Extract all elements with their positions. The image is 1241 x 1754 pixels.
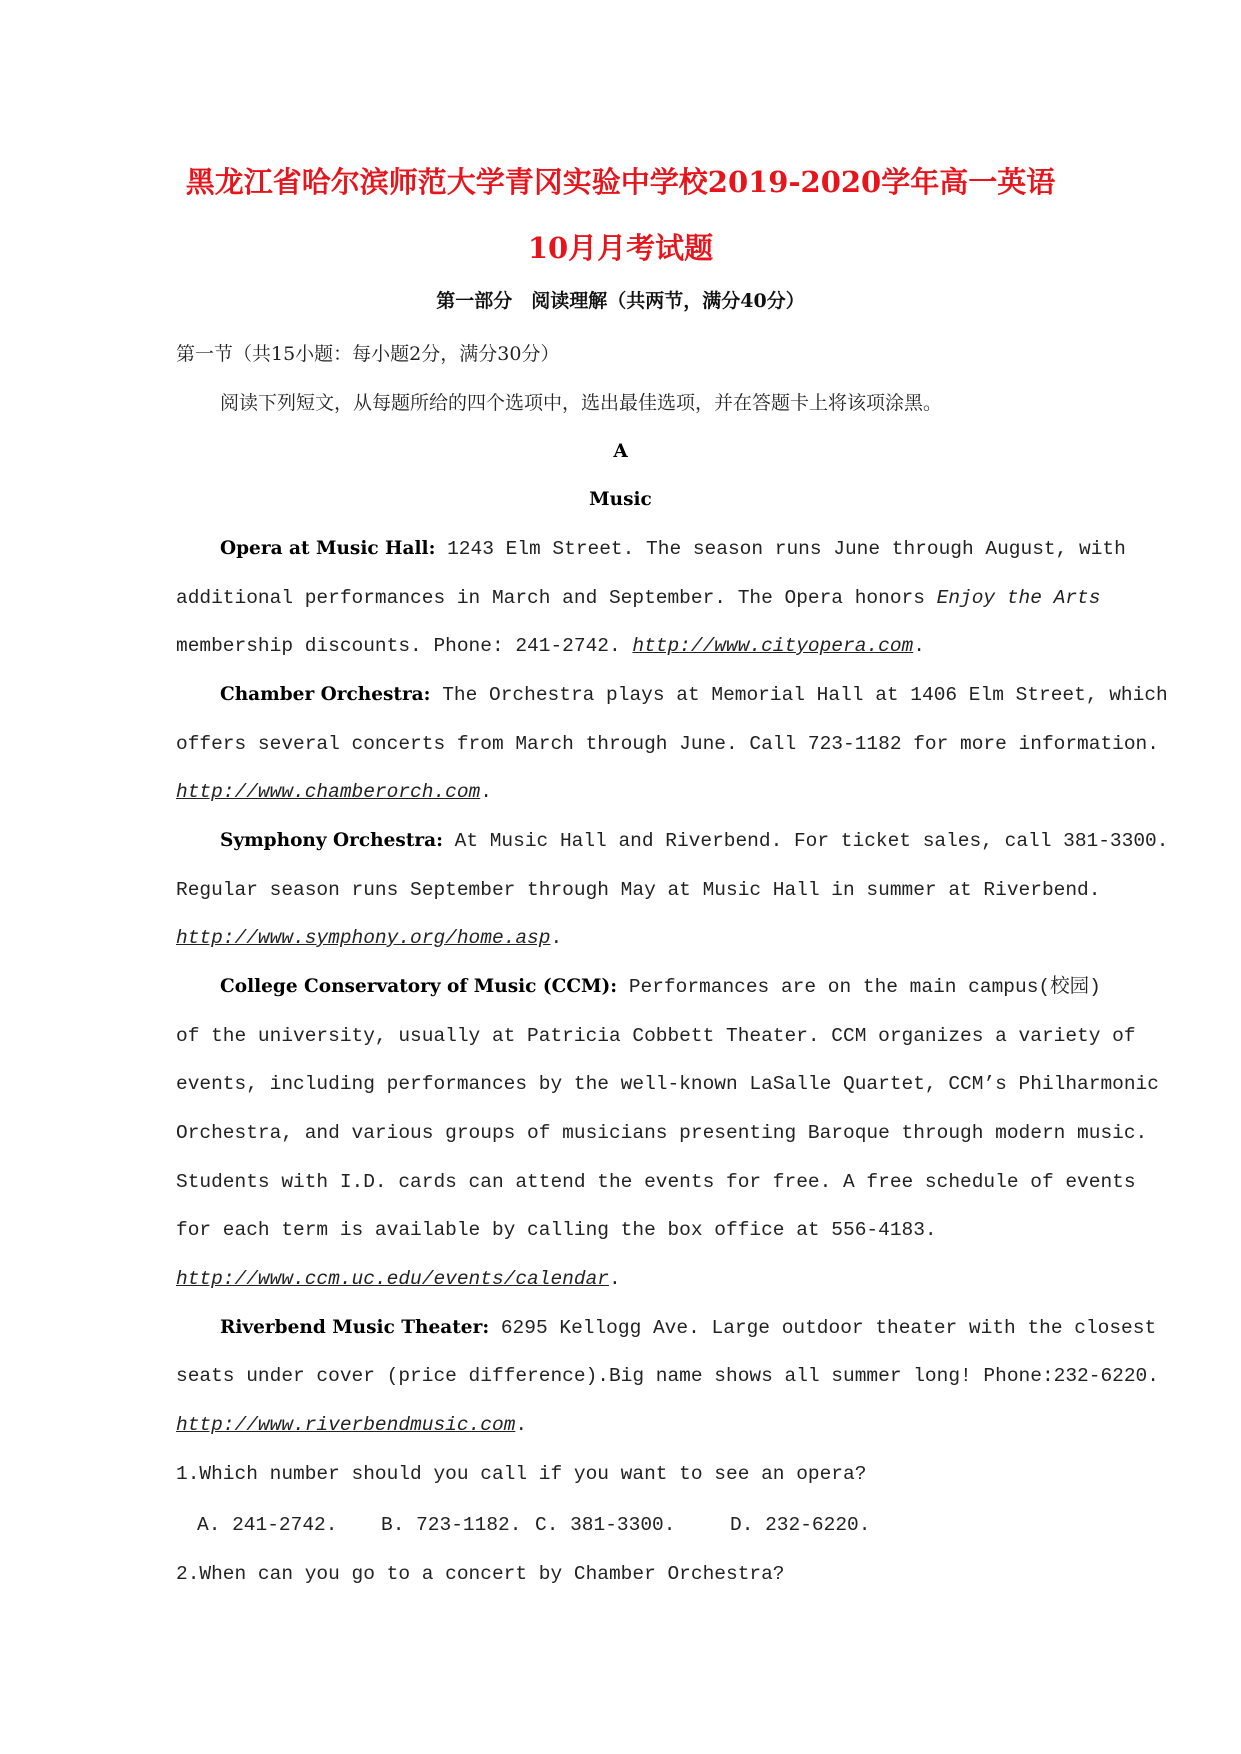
entry-ccm-line2: of the university, usually at Patricia Cobbett Theater. CCM organizes a variety of <box>176 1025 1136 1047</box>
entry-chamber-line3 <box>176 778 492 806</box>
question-1-option-a: A. 241-2742. <box>197 1514 338 1536</box>
entry-opera-text2: additional performances in March and September. The Opera honors <box>176 587 937 609</box>
entry-symphony-line1 <box>220 827 1168 855</box>
entry-riverbend-text1: 6295 Kellogg Ave. Large outdoor theater with the closest <box>489 1317 1157 1339</box>
entry-chamber-line2: offers several concerts from March through June. Call 723-1182 for more information. <box>176 733 1159 755</box>
entry-ccm-line3: events, including performances by the well-known LaSalle Quartet, CCM’s Philharmonic <box>176 1073 1159 1095</box>
exam-title-line1: 黑龙江省哈尔滨师范大学青冈实验中学校2019-2020学年高一英语 <box>185 165 1056 199</box>
question-1-option-b: B. 723-1182. <box>381 1514 522 1536</box>
question-1-option-d: D. 232-6220. <box>730 1514 871 1536</box>
entry-ccm-name: College Conservatory of Music (CCM): <box>220 976 618 997</box>
entry-chamber-name: Chamber Orchestra: <box>220 684 431 705</box>
passage-letter: A <box>613 441 628 462</box>
entry-opera-link[interactable]: http://www.cityopera.com <box>632 635 914 657</box>
entry-ccm-line7 <box>176 1265 621 1293</box>
entry-ccm-line1 <box>220 973 1101 1001</box>
entry-opera-text1: 1243 Elm Street. The season runs June through August, with <box>435 538 1126 560</box>
question-2-stem: 2.When can you go to a concert by Chamber Orchestra? <box>176 1563 785 1585</box>
entry-riverbend-link[interactable]: http://www.riverbendmusic.com <box>176 1414 516 1436</box>
question-1-stem: 1.Which number should you call if you want to see an opera? <box>176 1463 867 1485</box>
entry-ccm-text1: Performances are on the main campus(校园) <box>617 976 1101 998</box>
entry-riverbend-link-suffix: . <box>515 1414 528 1436</box>
entry-ccm-link-suffix: . <box>608 1268 621 1290</box>
exam-title-line2: 10月月考试题 <box>527 231 714 265</box>
entry-symphony-line2: Regular season runs September through May at Music Hall in summer at Riverbend. <box>176 879 1101 901</box>
entry-opera-link-suffix: . <box>913 635 925 657</box>
entry-symphony-name: Symphony Orchestra: <box>220 830 443 851</box>
entry-ccm-line5: Students with I.D. cards can attend the events for free. A free schedule of events <box>176 1171 1136 1193</box>
entry-riverbend-line3 <box>176 1411 527 1439</box>
passage-heading: Music <box>589 489 652 510</box>
entry-symphony-line3 <box>176 924 562 952</box>
instruction-text: 阅读下列短文，从每题所给的四个选项中，选出最佳选项，并在答题卡上将该项涂黑。 <box>220 392 943 414</box>
entry-opera-italic: Enjoy the Arts <box>936 587 1101 609</box>
entry-symphony-link-suffix: . <box>550 927 563 949</box>
entry-ccm-line4: Orchestra, and various groups of musicians presenting Baroque through modern music. <box>176 1122 1148 1144</box>
entry-opera-name: Opera at Music Hall: <box>220 538 436 559</box>
entry-opera-line1 <box>220 535 1126 563</box>
entry-ccm-link[interactable]: http://www.ccm.uc.edu/events/calendar <box>176 1268 609 1290</box>
entry-riverbend-line1 <box>220 1314 1156 1342</box>
entry-ccm-line6: for each term is available by calling the box office at 556-4183. <box>176 1219 937 1241</box>
entry-riverbend-line2: seats under cover (price difference).Big name shows all summer long! Phone:232-6220. <box>176 1365 1159 1387</box>
entry-symphony-link[interactable]: http://www.symphony.org/home.asp <box>176 927 551 949</box>
entry-chamber-line1 <box>220 681 1168 709</box>
question-1-option-c: C. 381-3300. <box>535 1514 676 1536</box>
entry-chamber-link[interactable]: http://www.chamberorch.com <box>176 781 481 803</box>
entry-chamber-text1: The Orchestra plays at Memorial Hall at 1406 Elm Street, which <box>430 684 1168 706</box>
entry-chamber-link-suffix: . <box>480 781 492 803</box>
entry-opera-line3 <box>176 632 925 660</box>
entry-opera-line2 <box>176 584 1100 612</box>
entry-opera-text3: membership discounts. Phone: 241-2742. <box>176 635 633 657</box>
entry-riverbend-name: Riverbend Music Theater: <box>220 1317 490 1338</box>
section-heading: 第一节（共15小题：每小题2分，满分30分） <box>176 343 560 365</box>
entry-symphony-text1: At Music Hall and Riverbend. For ticket sales, call 381-3300. <box>442 830 1169 852</box>
part-heading: 第一部分 阅读理解（共两节，满分40分） <box>436 290 805 312</box>
